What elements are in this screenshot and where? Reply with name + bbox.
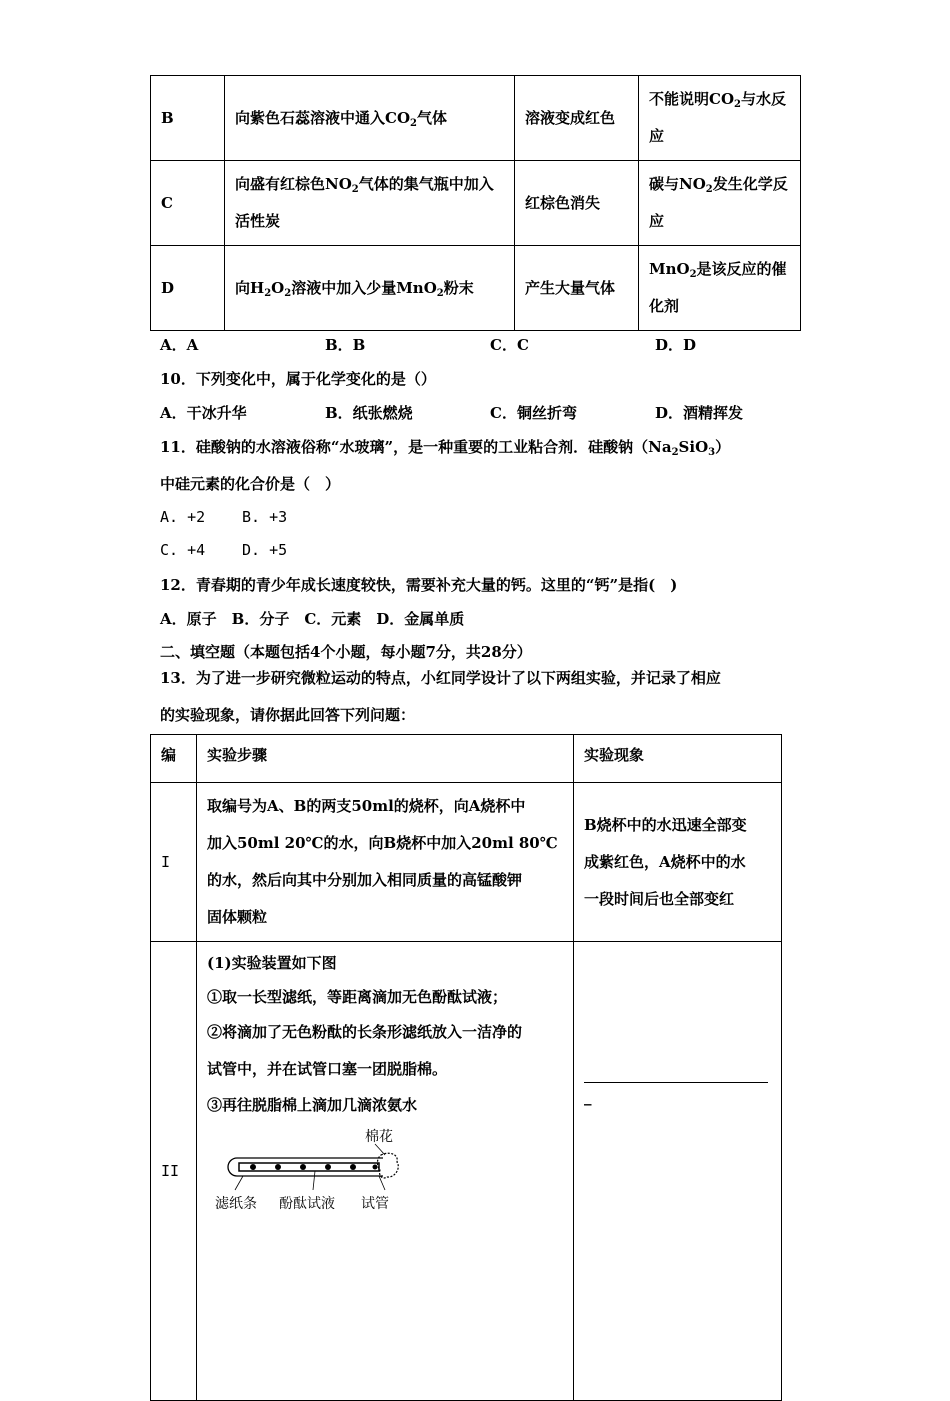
q9-option-b: B．B [325, 336, 366, 354]
table-row [151, 942, 782, 1401]
step-line: ①取一长型滤纸，等距离滴加无色酚酞试液； [207, 988, 508, 1006]
step-cell: 向盛有红棕色$NO_2$气体的集气瓶中加入活性炭 [225, 161, 515, 246]
label-cotton: 棉花 [365, 1129, 393, 1145]
q11-stem-line2: 中硅元素的化合价是（ ） [160, 475, 341, 493]
drop [300, 1164, 306, 1170]
q13-stem-line2: 的实验现象，请你据此回答下列问题： [160, 706, 416, 724]
row2-steps [197, 942, 574, 1401]
label-tube: 试管 [361, 1196, 389, 1212]
row2-phenomenon [574, 942, 782, 1401]
row1-steps [197, 783, 574, 942]
conclusion-cell: 不能说明$CO_2$与水反应 [639, 76, 801, 161]
header-phenomenon: 实验现象 [574, 735, 782, 783]
step-cell: 向紫色石蕊溶液中通入$CO_2$气体 [225, 76, 515, 161]
section-heading: 二、填空题（本题包括4个小题，每小题7分，共28分） [160, 643, 532, 661]
step-line: 的水，然后向其中分别加入相同质量的高锰酸钾 [207, 871, 523, 889]
drop [275, 1164, 281, 1170]
option-cell: B [151, 76, 225, 161]
q10-option-d: D．酒精挥发 [655, 404, 744, 422]
step-line: (1)实验装置如下图 [207, 954, 337, 972]
table-row [151, 783, 782, 942]
q10-stem: 10．下列变化中，属于化学变化的是（） [160, 370, 436, 388]
conclusion-cell: MnO$_2$是该反应的催化剂 [639, 246, 801, 331]
phenomenon-cell: 红棕色消失 [515, 161, 639, 246]
answer-blank-mark: _ [584, 1088, 592, 1106]
row-id: II [151, 942, 197, 1401]
q13-stem-line1: 13．为了进一步研究微粒运动的特点，小红同学设计了以下两组实验，并记录了相应 [160, 669, 721, 687]
phenomenon-cell: 产生大量气体 [515, 246, 639, 331]
q10-option-b: B．纸张燃烧 [325, 404, 413, 422]
cotton-shape [377, 1153, 398, 1178]
q10-option-a: A．干冰升华 [160, 404, 247, 422]
label-phenol: 酚酞试液 [279, 1196, 335, 1212]
q9-option-a: A．A [160, 336, 199, 354]
step-line: ②将滴加了无色粉酞的长条形滤纸放入一洁净的 [207, 1023, 523, 1041]
leader-line [313, 1171, 315, 1190]
drop [373, 1165, 378, 1170]
step-cell: 向$H_2O_2$溶液中加入少量MnO$_2$粉末 [225, 246, 515, 331]
table-row [151, 161, 801, 246]
row1-phenomenon [574, 783, 782, 942]
step-line: ③再往脱脂棉上滴加几滴浓氨水 [207, 1096, 418, 1114]
phenomenon-line: B烧杯中的水迅速全部变 [584, 815, 747, 834]
filter-strip-shape [239, 1163, 379, 1171]
step-line: 试管中，并在试管口塞一团脱脂棉。 [207, 1060, 448, 1078]
option-cell: D [151, 246, 225, 331]
q11-option-c: C. +4 [160, 541, 206, 559]
test-tube-figure [215, 1124, 415, 1234]
leader-line [235, 1176, 243, 1190]
drop [350, 1164, 356, 1170]
phenomenon-cell: 溶液变成红色 [515, 76, 639, 161]
drop [325, 1164, 331, 1170]
table-header-row [151, 735, 782, 783]
option-cell: C [151, 161, 225, 246]
q12-stem: 12．青春期的青少年成长速度较快，需要补充大量的钙。这里的“钙”是指( ) [160, 576, 678, 594]
q13-table [150, 734, 782, 1401]
q9-option-d: D．D [655, 336, 697, 354]
header-steps: 实验步骤 [197, 735, 574, 783]
label-strip: 滤纸条 [215, 1196, 257, 1212]
test-tube-diagram [207, 1126, 563, 1256]
table-row [151, 246, 801, 331]
q11-option-d: D. +5 [242, 541, 288, 559]
drop [250, 1164, 256, 1170]
row-id: I [151, 783, 197, 942]
step-line: 固体颗粒 [207, 908, 268, 926]
phenomenon-line: 一段时间后也全部变红 [584, 889, 735, 908]
header-id: 编 [151, 735, 197, 783]
q11-option-a: A. +2 [160, 508, 206, 526]
conclusion-cell: 碳与$NO_2$发生化学反应 [639, 161, 801, 246]
phenol-drops [250, 1164, 378, 1170]
phenomenon-line: 成紫红色，A烧杯中的水 [584, 852, 746, 871]
q9-table [150, 75, 801, 331]
table-row [151, 76, 801, 161]
q11-stem-line1: 11．硅酸钠的水溶液俗称“水玻璃”，是一种重要的工业粘合剂．硅酸钠$(Na_2SiO_3)$ [160, 438, 731, 458]
step-line: 加入50ml 20℃的水，向B烧杯中加入20ml 80℃ [207, 834, 558, 852]
q12-options: A．原子 B．分子 C．元素 D．金属单质 [160, 610, 465, 628]
q10-option-c: C．铜丝折弯 [490, 404, 577, 422]
q9-option-c: C．C [490, 336, 529, 354]
q11-option-b: B. +3 [242, 508, 288, 526]
leader-line [375, 1144, 385, 1155]
step-line: 取编号为A、B的两支50ml的烧杯，向A烧杯中 [207, 797, 526, 815]
